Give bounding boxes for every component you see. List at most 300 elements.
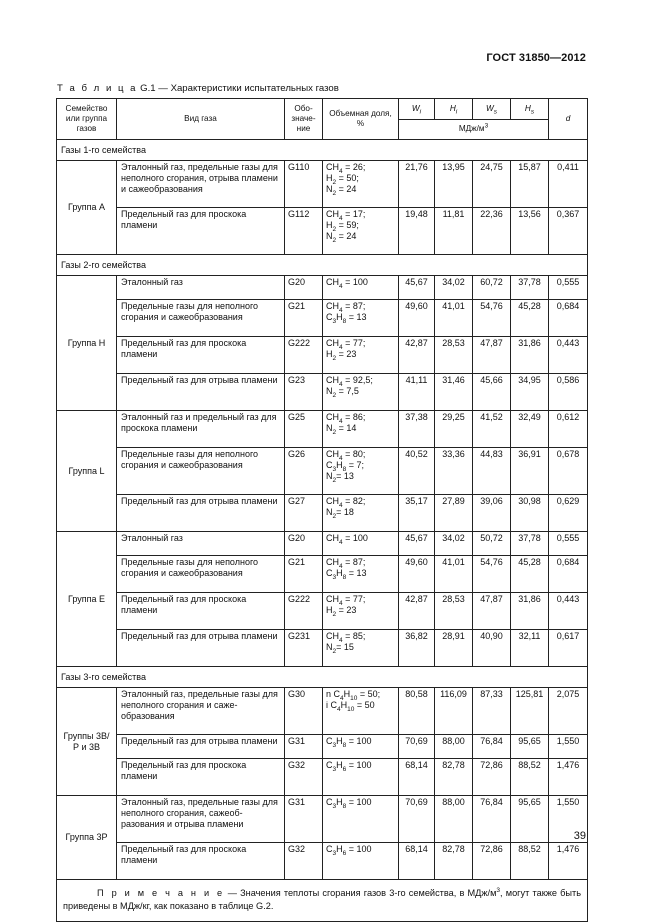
formula-subscript: 4 [339, 501, 343, 509]
formula: CH [326, 301, 339, 311]
value-hs: 45,28 [511, 300, 549, 337]
gas-type-cell: Предельный газ для проскока пламени [117, 337, 285, 374]
formula-subscript: 4 [340, 694, 344, 702]
value-wi: 49,60 [399, 300, 435, 337]
table-note [57, 880, 588, 922]
composition-line [326, 605, 395, 616]
composition-cell [323, 337, 399, 374]
formula: CH [326, 209, 339, 219]
formula: CH [326, 375, 339, 385]
value-wi: 35,17 [399, 495, 435, 532]
formula: CH [326, 557, 339, 567]
value-hi: 27,89 [435, 495, 473, 532]
composition-cell [323, 556, 399, 593]
value-hs: 13,56 [511, 208, 549, 255]
composition-line [326, 844, 395, 855]
table-row [57, 161, 588, 208]
value-wi: 80,58 [399, 688, 435, 735]
formula-value: = 23 [336, 349, 357, 359]
caption-title: Характеристики испытательных газов [170, 83, 339, 94]
formula: CH [326, 594, 339, 604]
gas-type-cell: Предельный газ для отрыва пламени [117, 630, 285, 667]
group-name: Группа Е [57, 532, 117, 667]
group-name: Группа Н [57, 276, 117, 411]
value-ws: 41,52 [473, 411, 511, 448]
table-row [57, 843, 588, 880]
composition-line [326, 349, 395, 360]
value-d: 0,684 [549, 300, 588, 337]
composition-cell [323, 374, 399, 411]
value-wi: 41,11 [399, 374, 435, 411]
formula: H [336, 312, 343, 322]
value-hs: 37,78 [511, 532, 549, 556]
formula-subscript: 3 [332, 317, 337, 325]
formula: CH [326, 412, 339, 422]
value-hi: 28,53 [435, 337, 473, 374]
value-ws: 45,66 [473, 374, 511, 411]
value-hi: 31,46 [435, 374, 473, 411]
value-wi: 37,38 [399, 411, 435, 448]
value-d: 0,443 [549, 337, 588, 374]
formula: C [326, 797, 333, 807]
composition-line [326, 557, 395, 568]
formula: C [326, 736, 333, 746]
formula-subscript: 3 [332, 802, 337, 810]
gas-type-cell: Эталонный газ, предельные газы для неполного сгорания и саже-образования [117, 688, 285, 735]
value-hs: 15,87 [511, 161, 549, 208]
value-d: 1,476 [549, 843, 588, 880]
designation-cell: G32 [285, 843, 323, 880]
formula-subscript: 2 [332, 428, 337, 436]
formula-value: = 24 [336, 231, 357, 241]
value-d: 0,555 [549, 276, 588, 300]
composition-line [326, 736, 395, 747]
formula-subscript: 6 [342, 849, 347, 857]
table-row [57, 337, 588, 374]
family-title: Газы 2-го семейства [57, 255, 588, 276]
composition-line [326, 386, 395, 397]
formula-value: = 26; [342, 162, 366, 172]
formula-subscript: 10 [347, 705, 355, 713]
value-wi: 42,87 [399, 593, 435, 630]
value-hs: 37,78 [511, 276, 549, 300]
composition-line [326, 162, 395, 173]
formula-value: = 7,5 [336, 386, 359, 396]
composition-cell [323, 796, 399, 843]
value-hi: 82,78 [435, 843, 473, 880]
group-name: Группа А [57, 161, 117, 255]
value-d: 0,411 [549, 161, 588, 208]
composition-cell [323, 735, 399, 759]
formula-subscript: 4 [339, 306, 343, 314]
composition-line [326, 312, 395, 323]
formula: CH [326, 162, 339, 172]
formula: CH [326, 533, 339, 543]
formula: CH [326, 496, 339, 506]
composition-cell [323, 495, 399, 532]
value-hs: 88,52 [511, 759, 549, 796]
value-wi: 45,67 [399, 276, 435, 300]
composition-line [326, 412, 395, 423]
value-ws: 47,87 [473, 337, 511, 374]
formula-value: = 100 [346, 797, 372, 807]
composition-line [326, 507, 395, 518]
header-designation: Обо-значе-ние [285, 99, 323, 140]
formula-subscript: 4 [339, 538, 343, 546]
formula-value: = 82; [342, 496, 366, 506]
caption-dash: — [158, 83, 168, 94]
formula: C [326, 844, 333, 854]
formula-value: = 87; [342, 557, 366, 567]
table-row [57, 688, 588, 735]
gas-type-cell: Предельный газ для проскока пламени [117, 843, 285, 880]
formula: CH [326, 449, 339, 459]
header-wi: $W_i$ [399, 99, 435, 120]
formula: N [326, 423, 333, 433]
formula: C [326, 460, 333, 470]
formula: H [326, 173, 333, 183]
value-hs: 95,65 [511, 796, 549, 843]
designation-cell: G23 [285, 374, 323, 411]
value-hs: 32,49 [511, 411, 549, 448]
designation-cell: G21 [285, 300, 323, 337]
value-wi: 70,69 [399, 796, 435, 843]
table-caption [57, 83, 339, 94]
value-hi: 41,01 [435, 300, 473, 337]
composition-cell [323, 532, 399, 556]
table-row [57, 208, 588, 255]
composition-line [326, 231, 395, 242]
formula: CH [326, 631, 339, 641]
note-text: — Значения теплоты сгорания газов 3-го семейства, в МДж/м [224, 888, 497, 898]
table-body [57, 140, 588, 922]
value-hi: 41,01 [435, 556, 473, 593]
table-row [57, 593, 588, 630]
note-superscript: 3 [496, 886, 501, 894]
designation-cell: G31 [285, 735, 323, 759]
gas-type-cell: Предельный газ для отрыва пламени [117, 374, 285, 411]
formula-value: = 77; [342, 338, 366, 348]
value-d: 0,684 [549, 556, 588, 593]
caption-prefix: Т а б л и ц а [57, 83, 138, 94]
composition-line [326, 533, 395, 544]
designation-cell: G20 [285, 532, 323, 556]
value-ws: 22,36 [473, 208, 511, 255]
formula-value: = 14 [336, 423, 357, 433]
formula-subscript: 2 [332, 391, 337, 399]
value-ws: 72,86 [473, 759, 511, 796]
value-d: 0,629 [549, 495, 588, 532]
value-hi: 116,09 [435, 688, 473, 735]
composition-line [326, 568, 395, 579]
formula-subscript: 4 [339, 380, 343, 388]
formula: N [326, 231, 333, 241]
formula-value: = 18 [336, 507, 354, 517]
value-d: 0,443 [549, 593, 588, 630]
designation-cell: G21 [285, 556, 323, 593]
formula-subscript: 8 [342, 317, 347, 325]
formula-value: = 100 [342, 533, 368, 543]
formula-value: = 100 [342, 277, 368, 287]
family-title: Газы 3-го семейства [57, 667, 588, 688]
formula: H [336, 797, 343, 807]
value-wi: 36,82 [399, 630, 435, 667]
value-ws: 47,87 [473, 593, 511, 630]
page-number: 39 [573, 830, 586, 842]
value-hs: 31,86 [511, 593, 549, 630]
value-hi: 13,95 [435, 161, 473, 208]
formula: H [336, 760, 343, 770]
value-ws: 54,76 [473, 556, 511, 593]
formula: N [326, 507, 333, 517]
table-row [57, 556, 588, 593]
value-d: 0,586 [549, 374, 588, 411]
value-hi: 28,91 [435, 630, 473, 667]
value-wi: 45,67 [399, 532, 435, 556]
note-text: , могут также быть приведены в МДж/кг, как показано в таблице G.2. [63, 888, 582, 911]
formula-value: = 50 [354, 700, 375, 710]
formula: CH [326, 277, 339, 287]
composition-line [326, 220, 395, 231]
formula-subscript: 2 [332, 512, 337, 520]
formula-subscript: 4 [339, 167, 343, 175]
value-hs: 32,11 [511, 630, 549, 667]
formula-subscript: 8 [342, 741, 347, 749]
composition-line [326, 760, 395, 771]
designation-cell: G25 [285, 411, 323, 448]
value-ws: 24,75 [473, 161, 511, 208]
formula-subscript: 2 [332, 610, 337, 618]
value-d: 0,617 [549, 630, 588, 667]
composition-cell [323, 208, 399, 255]
group-name: Группа 3Р [57, 796, 117, 880]
formula-subscript: 10 [350, 694, 358, 702]
formula: H [340, 700, 348, 710]
composition-line [326, 797, 395, 808]
designation-cell: G222 [285, 337, 323, 374]
formula-subscript: 2 [332, 236, 337, 244]
composition-line [326, 700, 395, 711]
composition-cell [323, 630, 399, 667]
formula-value: = 50; [357, 689, 381, 699]
value-d: 1,550 [549, 735, 588, 759]
composition-line [326, 277, 395, 288]
formula: H [336, 736, 343, 746]
note-row [57, 880, 588, 922]
header-unit: МДж/$м^3$ [399, 119, 549, 140]
formula-value: = 92,5; [342, 375, 373, 385]
value-hs: 30,98 [511, 495, 549, 532]
table-row [57, 448, 588, 495]
value-wi: 42,87 [399, 337, 435, 374]
value-d: 0,678 [549, 448, 588, 495]
table-row [57, 495, 588, 532]
composition-cell [323, 593, 399, 630]
value-ws: 72,86 [473, 843, 511, 880]
formula-value: = 24 [336, 184, 357, 194]
value-d: 0,612 [549, 411, 588, 448]
table-row [57, 735, 588, 759]
formula-value: = 86; [342, 412, 366, 422]
designation-cell: G222 [285, 593, 323, 630]
composition-line [326, 209, 395, 220]
composition-line [326, 642, 395, 653]
formula-value: = 7; [346, 460, 365, 470]
formula-value: = 87; [342, 301, 366, 311]
composition-line [326, 375, 395, 386]
composition-line [326, 184, 395, 195]
gas-type-cell: Предельные газы для неполного сгорания и сажеобразования [117, 556, 285, 593]
table-row [57, 796, 588, 843]
formula: N [326, 386, 333, 396]
value-wi: 21,76 [399, 161, 435, 208]
formula: H [326, 349, 333, 359]
formula-subscript: 4 [339, 343, 343, 351]
header-gas-type: Вид газа [117, 99, 285, 140]
gas-type-cell: Эталонный газ, предельные газы для неполного сгорания, отрыва пламени и сажеобразования [117, 161, 285, 208]
designation-cell: G26 [285, 448, 323, 495]
value-hi: 33,36 [435, 448, 473, 495]
formula-subscript: 4 [337, 705, 341, 713]
formula: H [343, 689, 351, 699]
table-row [57, 411, 588, 448]
value-hs: 88,52 [511, 843, 549, 880]
formula-value: = 13 [346, 312, 367, 322]
table-row [57, 374, 588, 411]
family-row [57, 255, 588, 276]
value-hi: 28,53 [435, 593, 473, 630]
gas-type-cell: Эталонный газ [117, 276, 285, 300]
value-ws: 40,90 [473, 630, 511, 667]
composition-cell [323, 276, 399, 300]
gas-type-cell: Эталонный газ [117, 532, 285, 556]
header-d: d [549, 99, 588, 140]
formula-subscript: 2 [332, 354, 337, 362]
family-row [57, 667, 588, 688]
formula: C [326, 568, 333, 578]
formula: CH [326, 338, 339, 348]
composition-cell [323, 411, 399, 448]
formula: H [326, 605, 333, 615]
note-label: П р и м е ч а н и е [97, 888, 225, 898]
formula: C [326, 312, 333, 322]
composition-line [326, 631, 395, 642]
value-ws: 87,33 [473, 688, 511, 735]
composition-line [326, 460, 395, 471]
composition-line [326, 594, 395, 605]
formula: n C [326, 689, 341, 699]
formula: N [326, 184, 333, 194]
formula-subscript: 2 [332, 647, 337, 655]
composition-line [326, 338, 395, 349]
composition-line [326, 423, 395, 434]
value-wi: 68,14 [399, 759, 435, 796]
formula-subscript: 8 [342, 802, 347, 810]
formula: i C [326, 700, 337, 710]
value-ws: 44,83 [473, 448, 511, 495]
composition-line [326, 471, 395, 482]
formula: N [326, 471, 333, 481]
gas-type-cell: Эталонный газ и предельный газ для проскока пламени [117, 411, 285, 448]
table-header [57, 99, 588, 140]
composition-line [326, 449, 395, 460]
formula-value: = 100 [346, 736, 372, 746]
family-row [57, 140, 588, 161]
value-hi: 29,25 [435, 411, 473, 448]
formula-subscript: 2 [332, 225, 337, 233]
value-d: 0,555 [549, 532, 588, 556]
formula-subscript: 3 [332, 765, 337, 773]
formula: C [326, 760, 333, 770]
formula-subscript: 2 [332, 476, 337, 484]
designation-cell: G27 [285, 495, 323, 532]
gas-type-cell: Предельный газ для проскока пламени [117, 593, 285, 630]
formula-value: = 17; [342, 209, 366, 219]
formula-subscript: 4 [339, 282, 343, 290]
formula-subscript: 4 [339, 214, 343, 222]
value-d: 0,367 [549, 208, 588, 255]
formula-value: = 13 [346, 568, 367, 578]
formula-subscript: 4 [339, 599, 343, 607]
value-d: 1,476 [549, 759, 588, 796]
header-hs: $H_s$ [511, 99, 549, 120]
formula: N [326, 642, 333, 652]
value-d: 1,550 [549, 796, 588, 843]
table-row [57, 276, 588, 300]
formula-value: = 15 [336, 642, 354, 652]
value-hs: 125,81 [511, 688, 549, 735]
formula-value: = 80; [342, 449, 366, 459]
table-row [57, 532, 588, 556]
composition-cell [323, 843, 399, 880]
formula-value: = 23 [336, 605, 357, 615]
group-name: Группа L [57, 411, 117, 532]
formula-subscript: 2 [332, 178, 337, 186]
value-hs: 31,86 [511, 337, 549, 374]
gas-type-cell: Предельный газ для отрыва пламени [117, 735, 285, 759]
designation-cell: G112 [285, 208, 323, 255]
formula-subscript: 8 [342, 573, 347, 581]
formula: H [336, 568, 343, 578]
value-wi: 40,52 [399, 448, 435, 495]
header-ws: $W_s$ [473, 99, 511, 120]
value-hs: 36,91 [511, 448, 549, 495]
formula-subscript: 4 [339, 562, 343, 570]
designation-cell: G30 [285, 688, 323, 735]
gas-type-cell: Предельные газы для неполного сгорания и сажеобразования [117, 448, 285, 495]
composition-cell [323, 161, 399, 208]
value-hs: 34,95 [511, 374, 549, 411]
value-wi: 70,69 [399, 735, 435, 759]
family-title: Газы 1-го семейства [57, 140, 588, 161]
formula-value: = 59; [336, 220, 359, 230]
header-hi: $H_i$ [435, 99, 473, 120]
formula-subscript: 4 [339, 636, 343, 644]
value-hi: 88,00 [435, 735, 473, 759]
formula-subscript: 3 [332, 849, 337, 857]
composition-line [326, 173, 395, 184]
value-hs: 45,28 [511, 556, 549, 593]
gas-type-cell: Эталонный газ, предельные газы для неполного сгорания, сажеоб-разования и отрыва пламени [117, 796, 285, 843]
header-volume-share: Объемная доля, % [323, 99, 399, 140]
formula: H [336, 844, 343, 854]
value-ws: 39,06 [473, 495, 511, 532]
formula-subscript: 3 [332, 465, 337, 473]
gas-type-cell: Предельный газ для отрыва пламени [117, 495, 285, 532]
formula-subscript: 2 [332, 189, 337, 197]
formula-subscript: 8 [342, 465, 347, 473]
formula-value: = 85; [342, 631, 366, 641]
